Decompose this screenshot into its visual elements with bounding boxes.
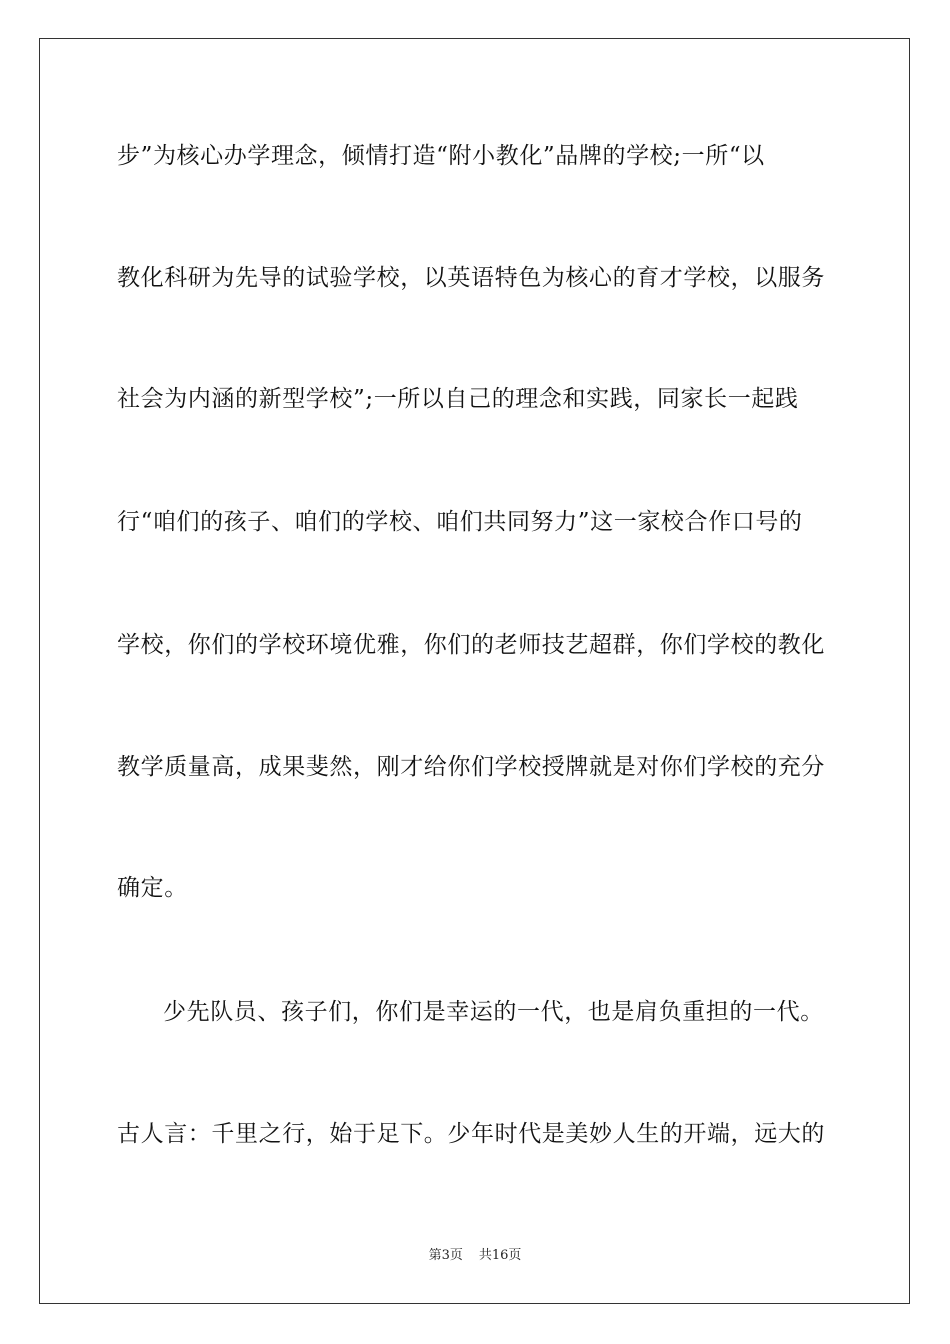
- body-text-line: 教化科研为先导的试验学校，以英语特色为核心的育才学校，以服务: [117, 265, 825, 291]
- page-footer: [0, 1247, 950, 1265]
- page-number: 第3页: [428, 1248, 463, 1263]
- body-text-line: 行“咱们的孩子、咱们的学校、咱们共同努力”这一家校合作口号的: [117, 509, 803, 535]
- body-text-line: 确定。: [117, 875, 188, 901]
- body-text-line: 学校，你们的学校环境优雅，你们的老师技艺超群，你们学校的教化: [117, 632, 825, 658]
- page-border: [39, 38, 910, 1304]
- body-text-line: 教学质量高，成果斐然，刚才给你们学校授牌就是对你们学校的充分: [117, 754, 825, 780]
- body-text-line: 社会为内涵的新型学校”;一所以自己的理念和实践，同家长一起践: [117, 386, 799, 412]
- body-text-line: 步”为核心办学理念，倾情打造“附小教化”品牌的学校;一所“以: [117, 143, 765, 169]
- paragraph-first-line: 少先队员、孩子们，你们是幸运的一代，也是肩负重担的一代。: [163, 999, 824, 1025]
- body-text-line: 古人言：千里之行，始于足下。少年时代是美妙人生的开端，远大的: [117, 1121, 825, 1147]
- total-pages: 共16页: [478, 1248, 522, 1263]
